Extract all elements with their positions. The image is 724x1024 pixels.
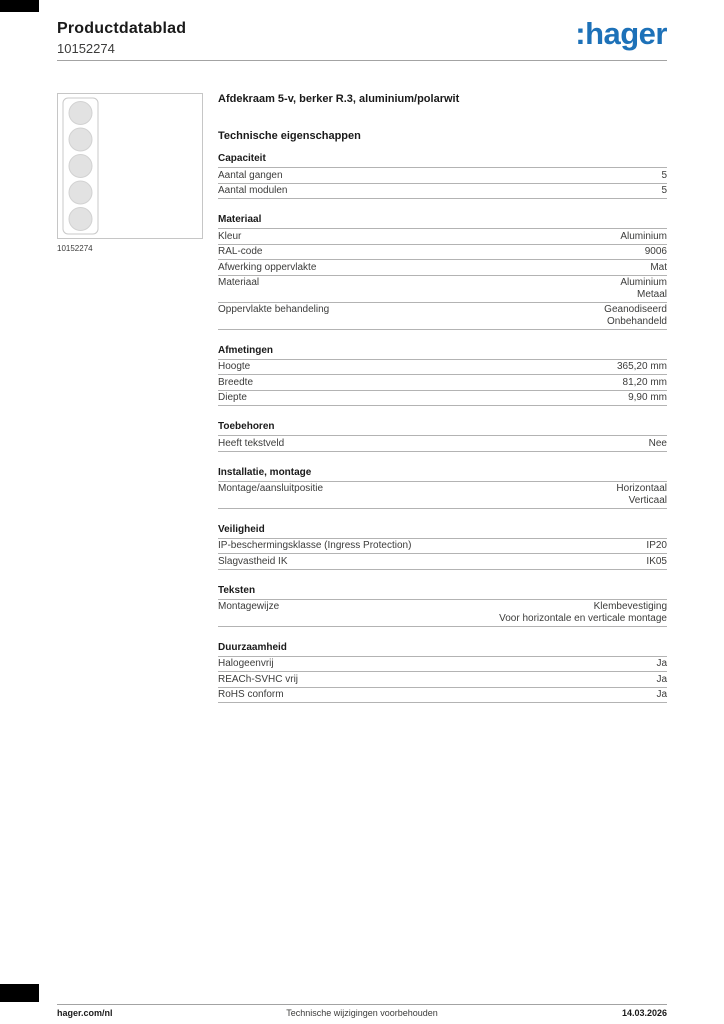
spec-value: Voor horizontale en verticale montage — [499, 612, 667, 624]
spec-label: Kleur — [218, 230, 242, 242]
spec-section-afmetingen — [218, 345, 667, 407]
footer-divider — [57, 1004, 667, 1005]
spec-value: 5 — [661, 169, 667, 181]
spec-value: Aluminium — [620, 277, 667, 288]
spec-value: Klembevestiging — [593, 601, 667, 612]
spec-sections — [218, 153, 667, 703]
footer — [57, 1008, 667, 1018]
product-image-caption: 10152274 — [57, 244, 93, 253]
spec-value: Ja — [656, 673, 667, 685]
spec-row — [218, 600, 667, 627]
spec-values — [646, 556, 667, 568]
spec-value: 81,20 mm — [622, 376, 667, 388]
spec-label: IP-beschermingsklasse (Ingress Protection) — [218, 540, 412, 551]
spec-label: Diepte — [218, 392, 247, 403]
spec-label: Oppervlakte behandeling — [218, 304, 330, 315]
spec-section-installatie-montage — [218, 467, 667, 509]
spec-values — [649, 438, 667, 450]
hager-logo: :hager — [575, 16, 667, 51]
spec-label: Aantal modulen — [218, 185, 288, 196]
section-title: Materiaal — [218, 214, 667, 229]
spec-label: RAL-code — [218, 246, 263, 257]
product-title: Afdekraam 5-v, berker R.3, aluminium/polarwit — [218, 93, 460, 105]
spec-values — [604, 304, 667, 327]
section-title: Duurzaamheid — [218, 642, 667, 657]
spec-value: Onbehandeld — [606, 315, 667, 327]
spec-value: Metaal — [636, 288, 667, 300]
spec-values — [623, 377, 667, 389]
spec-label: Aantal gangen — [218, 169, 283, 181]
spec-row — [218, 436, 667, 452]
spec-value: 9,90 mm — [628, 392, 667, 403]
spec-row — [218, 554, 667, 570]
spec-row — [218, 539, 667, 555]
spec-value: Verticaal — [628, 494, 667, 506]
specs-column — [218, 93, 667, 703]
header-divider — [57, 60, 667, 61]
spec-values — [646, 540, 667, 552]
spec-label: RoHS conform — [218, 689, 284, 700]
specs-heading: Technische eigenschappen — [218, 130, 361, 142]
spec-values — [620, 277, 667, 300]
spec-label: REACh-SVHC vrij — [218, 673, 299, 685]
spec-value: Ja — [656, 689, 667, 700]
spec-section-materiaal — [218, 214, 667, 330]
spec-values — [499, 601, 667, 624]
spec-value: IP20 — [646, 540, 667, 551]
spec-row — [218, 657, 667, 673]
spec-row — [218, 303, 667, 330]
product-number: 10152274 — [57, 41, 115, 56]
spec-values — [628, 392, 667, 404]
spec-label: Heeft tekstveld — [218, 437, 285, 449]
spec-row — [218, 375, 667, 391]
spec-label: Slagvastheid IK — [218, 555, 288, 567]
header — [57, 20, 524, 56]
spec-value: Mat — [650, 261, 667, 273]
spec-value: Horizontaal — [616, 483, 667, 494]
spec-row — [218, 245, 667, 261]
spec-values — [661, 170, 667, 182]
spec-label: Montage/aansluitpositie — [218, 483, 324, 494]
spec-value: 365,20 mm — [616, 361, 667, 372]
section-title: Capaciteit — [218, 153, 667, 168]
spec-value: 5 — [661, 185, 667, 196]
spec-section-toebehoren — [218, 421, 667, 452]
spec-row — [218, 168, 667, 184]
spec-values — [661, 185, 667, 197]
spec-row — [218, 391, 667, 407]
spec-label: Afwerking oppervlakte — [218, 261, 317, 273]
spec-section-veiligheid — [218, 524, 667, 570]
registration-mark-bottom — [0, 984, 39, 1002]
spec-values — [620, 231, 667, 243]
spec-value: Ja — [656, 658, 667, 669]
spec-values — [650, 262, 667, 274]
spec-row — [218, 482, 667, 509]
section-title: Afmetingen — [218, 345, 667, 360]
spec-label: Montagewijze — [218, 601, 280, 612]
footer-website-link[interactable]: hager.com/nl — [57, 1008, 113, 1018]
section-title: Installatie, montage — [218, 467, 667, 482]
spec-value: IK05 — [646, 555, 667, 567]
registration-mark-top — [0, 0, 39, 12]
spec-label: Hoogte — [218, 361, 251, 372]
spec-values — [656, 658, 667, 670]
section-title: Toebehoren — [218, 421, 667, 436]
spec-values — [656, 689, 667, 701]
product-image — [57, 93, 203, 239]
spec-values — [617, 361, 667, 373]
spec-section-capaciteit — [218, 153, 667, 199]
spec-value: 9006 — [644, 246, 667, 257]
spec-label: Materiaal — [218, 277, 260, 288]
spec-row — [218, 229, 667, 245]
section-title: Veiligheid — [218, 524, 667, 539]
spec-row — [218, 276, 667, 303]
spec-value: Aluminium — [620, 230, 667, 242]
spec-row — [218, 184, 667, 200]
spec-section-duurzaamheid — [218, 642, 667, 704]
spec-row — [218, 672, 667, 688]
product-image-column — [57, 93, 203, 253]
spec-values — [616, 483, 667, 506]
spec-value: Geanodiseerd — [604, 304, 667, 315]
spec-row — [218, 360, 667, 376]
spec-value: Nee — [648, 437, 667, 449]
spec-label: Halogeenvrij — [218, 658, 274, 669]
spec-section-teksten — [218, 585, 667, 627]
spec-row — [218, 260, 667, 276]
spec-values — [645, 246, 667, 258]
spec-values — [656, 674, 667, 686]
page-title: Productdatablad — [57, 20, 187, 37]
spec-label: Breedte — [218, 376, 254, 388]
footer-disclaimer: Technische wijzigingen voorbehouden — [286, 1008, 438, 1018]
footer-date: 14.03.2026 — [621, 1008, 667, 1018]
cover-frame-graphic — [58, 94, 202, 238]
section-title: Teksten — [218, 585, 667, 600]
spec-row — [218, 688, 667, 704]
